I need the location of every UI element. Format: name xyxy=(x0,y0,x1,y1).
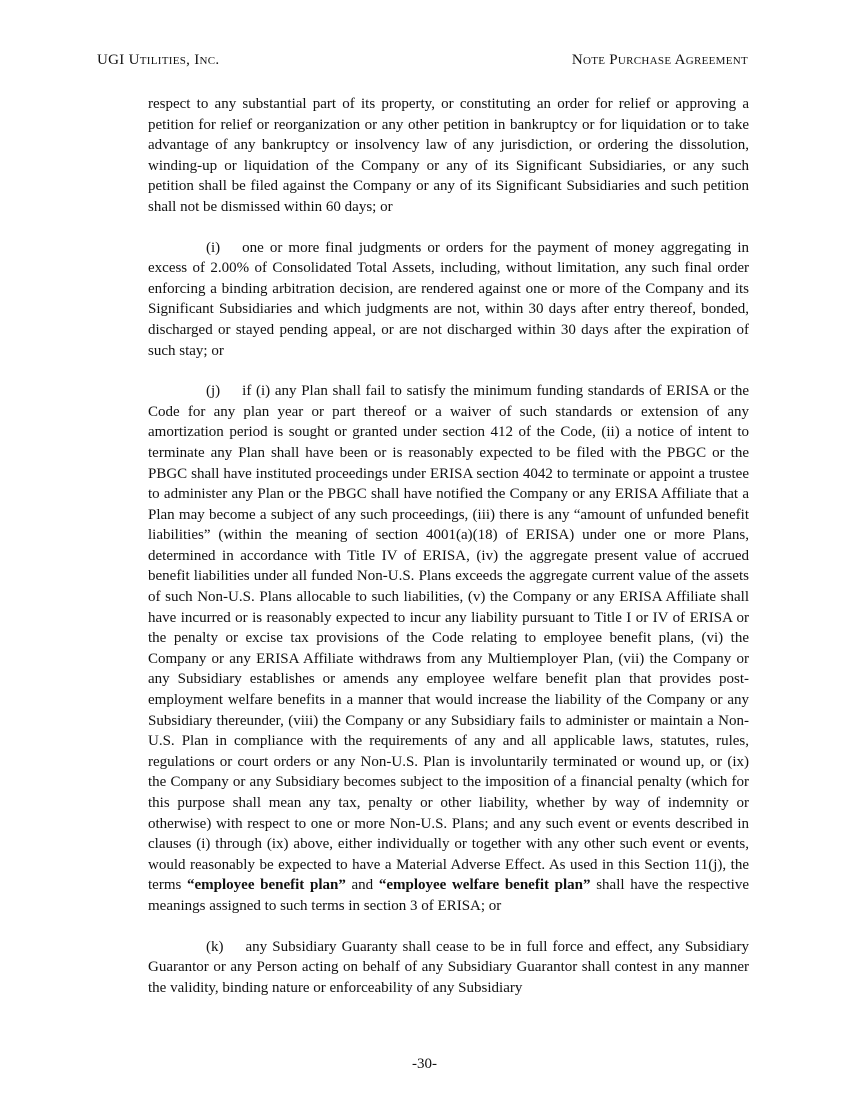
paragraph-continuation xyxy=(148,94,749,218)
clause-label-i: (i) xyxy=(206,239,221,256)
paragraph-text: any Subsidiary Guaranty shall cease to be in full force and effect, any Subsidiary Guarantor or any Person acting on behalf of any Subsidiary Guarantor shall contest in any manner the validity, binding nature or enforceability of any Subsidiary xyxy=(148,938,749,996)
paragraph-text: respect to any substantial part of its property, or constituting an order for relief or approving a petition for relief or reorganization or any other petition in bankruptcy or for liquidation or to take advantage of any bankruptcy or insolvency law of any jurisdiction, or ordering the dissolution, winding-up or liquidation of the Company or any of its Significant Subsidiaries, or any such petition shall be filed against the Company or any of its Significant Subsidiaries and such petition shall not be dismissed within 60 days; or xyxy=(148,96,749,215)
paragraph-text: one or more final judgments or orders for the payment of money aggregating in excess of 2.00% of Consolidated Total Assets, including, without limitation, any such final order enforcing a binding arbitration decision, are rendered against one or more of the Company and its Significant Subsidiaries and which judgments are not, within 30 days after entry thereof, bonded, discharged or stayed pending appeal, or are not discharged within 30 days after the expiration of such stay; or xyxy=(148,239,749,359)
page-number: -30- xyxy=(412,1056,437,1072)
page-header xyxy=(97,52,748,69)
document-body xyxy=(148,94,749,1018)
document-title: Note Purchase Agreement xyxy=(571,52,748,68)
paragraph-clause-j xyxy=(148,381,749,916)
clause-label-j: (j) xyxy=(206,383,221,400)
paragraph-clause-i xyxy=(148,238,749,362)
clause-label-k: (k) xyxy=(206,938,224,955)
paragraph-text: if (i) any Plan shall fail to satisfy the minimum funding standards of ERISA or the Code for any plan year or part thereof or a waiver of such standards or extension of any amortization period is sought or granted under section 412 of the Code, (ii) a notice of intent to terminate any Plan shall have been or is reasonably expected to be filed with the PBGC or the PBGC shall have instituted proceedings under ERISA section 4042 to terminate or appoint a trustee to administer any Plan or the PBGC shall have notified the Company or any ERISA Affiliate that a Plan may become a subject of any such proceedings, (iii) there is any “amount of unfunded benefit liabilities” (within the meaning of section 4001(a)(18) of ERISA) under one or more Plans, determined in accordance with Title IV of ERISA, (iv) the aggregate present value of accrued benefit liabilities under all funded Non-U.S. Plans exceeds the aggregate current value of the assets of such Non-U.S. Plans allocable to such liabilities, (v) the Company or any ERISA Affiliate shall have incurred or is reasonably expected to incur any liability pursuant to Title I or IV of ERISA or the penalty or excise tax provisions of the Code relating to employee benefit plans, (vi) the Company or any ERISA Affiliate withdraws from any Multiemployer Plan, (vii) the Company or any Subsidiary establishes or amends any employee welfare benefit plan that provides post-employment welfare benefits in a manner that would increase the liability of the Company or any Subsidiary thereunder, (viii) the Company or any Subsidiary fails to administer or maintain a Non-U.S. Plan in compliance with the requirements of any and all applicable laws, statutes, rules, regulations or court orders or any Non-U.S. Plan is involuntarily terminated or wound up, or (ix) the Company or any Subsidiary becomes subject to the imposition of a financial penalty (which for this purpose shall mean any tax, penalty or other liability, whether by way of indemnity or otherwise) with respect to one or more Non-U.S. Plans; and any such event or events described in clauses (i) through (ix) above, either individually or together with any other such event or events, would reasonably be expected to have a Material Adverse Effect. As used in this Section 11(j), the terms xyxy=(148,383,749,894)
paragraph-text: and xyxy=(345,877,379,894)
paragraph-clause-k xyxy=(148,937,749,999)
page-footer xyxy=(0,1056,849,1073)
defined-term-employee-welfare-benefit-plan: “employee welfare benefit plan” xyxy=(378,877,591,894)
paragraph-text: shall have the respective meanings assigned to such terms in section 3 of ERISA; or xyxy=(148,877,749,914)
company-name: UGI Utilities, Inc. xyxy=(97,52,220,68)
defined-term-employee-benefit-plan: “employee benefit plan” xyxy=(187,877,346,894)
